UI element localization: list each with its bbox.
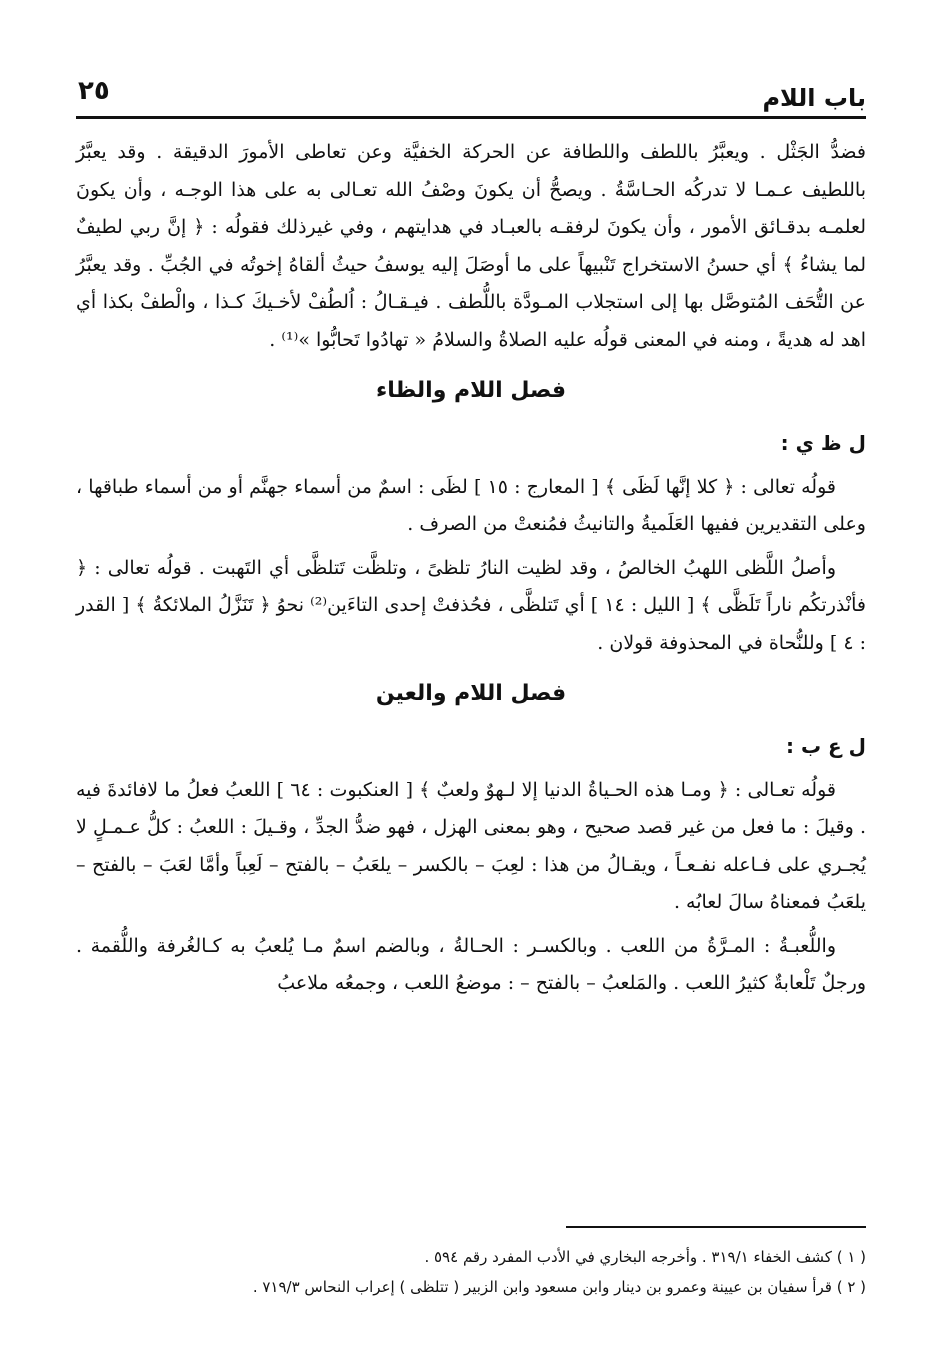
paragraph-lubah: واللُّعبـةُ : المـرَّةُ من اللعب . وبالكسـر : الحـالةُ ، وبالضم اسمٌ مـا يُلعبُ به كـالغُرفة واللُّقمة . ورجلٌ تَلْعابةٌ كثيرُ اللعب . والمَلعبُ – بالفتح – : موضعُ اللعب ، وجمعُه ملاعبُ (76, 934, 866, 994)
paragraph-laib: قولُه تعـالى : ﴿ ومـا هذه الحـياةُ الدنيا إلا لـهوٌ ولعبٌ ﴾ [ العنكبوت : ٦٤ ] اللعبُ فعلُ ما لافائدةَ فيه . وقيلَ : ما فعل من غير قصد صحيح ، وهو بمعنى الهزل ، فهو ضدُّ الجدِّ ، وقـيلَ : اللعبُ : كلُّ عـمـلٍ لا يُجـري على فـاعله نفـعـاً ، ويقـالُ من هذا : لعِبَ – بالكسر – يلعَبُ – بالفتح – لَعِباً وأمَّا لعَبَ – بالفتح – يلعَبُ فمعناهُ سالَ لعابُه . (76, 778, 866, 913)
paragraph-lutf: فضدُّ الجَثْل . ويعبَّرُ باللطف واللطافة عن الحركة الخفيَّة وعن تعاطى الأمورَ الدقيقة . وقد يعبَّرُ باللطيف عـمـا لا تدركُه الحـاسَّةُ . ويصحُّ أن يكونَ وصْفُ الله تعـالى به على هذا الوجـه ، وأن يكونَ لعلمـه بدقـائق الأمور ، وأن يكونَ لرفقـه بالعبـاد في هدايتهم ، وفي غيرذلك فقولُه : ﴿ إنَّ ربي لطيفٌ لما يشاءُ ﴾ أي حسنُ الاستخراج تَنْبيهاً على ما أوصَلَ إليه يوسفُ حيثُ ألقاهُ إخوتُه في الجُبِّ . وقد يعبَّرُ عن التُّحَف المُتوصَّل بها إلى استجلاب المـودَّة باللُّطف . فيـقـالُ : اُلطُفْ لأخـيكَ كـذا ، والْطفْ بكذا أي اهد له هديةً ، ومنه في المعنى قولُه عليه الصلاةُ والسلامُ « تهادُوا تَحابُّوا »⁽¹⁾ . (76, 141, 866, 351)
chapter-title: باب اللام (762, 84, 866, 112)
page-header (76, 70, 866, 114)
footnote-divider (566, 1226, 866, 1228)
root-heading-lzy: ل ظ ي : (780, 431, 866, 455)
paragraph-laza: قولُه تعالى : ﴿ كلا إنَّها لَظَى ﴾ [ المعارج : ١٥ ] لظَى : اسمٌ من أسماء جهنَّم أو من أسماء طباقها ، وعلى التقديرين ففيها العَلَميةُ والتانيثُ فمُنعتْ من الصرف . (76, 475, 866, 535)
section-heading-lam-zaa: فصل اللام والظاء (375, 378, 567, 403)
paragraph-talazza: وأصلُ اللَّظى اللهبُ الخالصُ ، وقد لظيت النارُ تلظىً ، وتلظَّت تَتلظَّى أي التَهبت . قولُه تعالى : ﴿ فأنْذرتكُم ناراً تَلَظَّى ﴾ [ الليل : ١٤ ] أي تَتلظَّى ، فحُذفتْ إحدى التاءَين⁽²⁾ نحوُ ﴿ تَنَزَّلُ الملائكةُ ﴾ [ القدر : ٤ ] وللنُّحاة في المحذوفة قولان . (76, 556, 867, 654)
footnote-2: ( ٢ ) قرأ سفيان بن عيينة وعمرو بن دينار وابن مسعود وابن الزبير ( تتلظى ) إعراب النحاس ٧١٩/٣ . (252, 1278, 866, 1296)
header-divider (76, 116, 866, 119)
footnote-1: ( ١ ) كشف الخفاء ٣١٩/١ . وأخرجه البخاري في الأدب المفرد رقم ٥٩٤ . (424, 1248, 866, 1266)
page-number: ٢٥ (78, 76, 110, 106)
main-text (76, 134, 866, 1003)
footnotes (76, 1242, 866, 1302)
root-heading-lab: ل ع ب : (786, 734, 866, 758)
section-heading-lam-ayn: فصل اللام والعين (375, 681, 567, 706)
